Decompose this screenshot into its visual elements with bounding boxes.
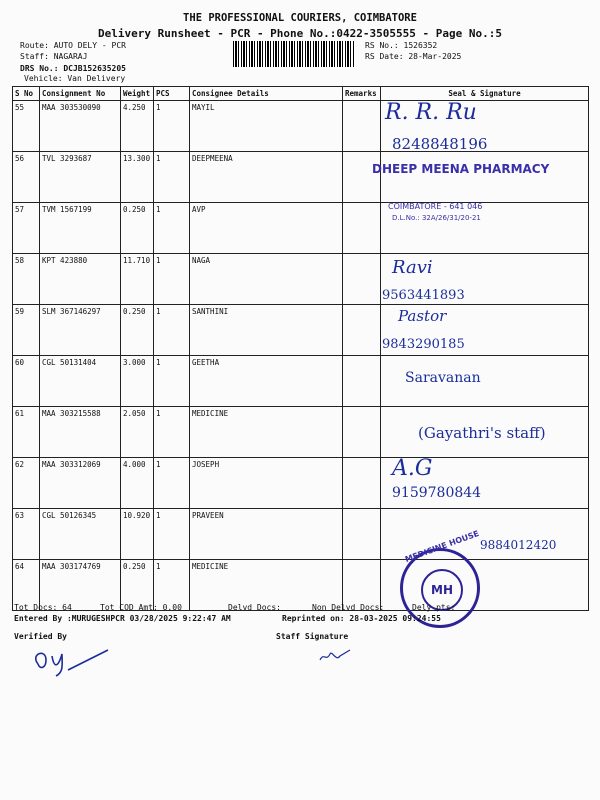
phone-62: 9159780844 xyxy=(392,485,482,501)
signature-59: Pastor xyxy=(398,307,447,325)
row-remarks xyxy=(343,152,381,203)
col-weight: Weight xyxy=(121,87,154,101)
row-consignee: MEDICINE xyxy=(190,407,343,458)
row-consignment: TVL 3293687 xyxy=(40,152,121,203)
row-remarks xyxy=(343,356,381,407)
row-sno: 61 xyxy=(13,407,40,458)
company-title: THE PROFESSIONAL COURIERS, COIMBATORE xyxy=(183,12,417,24)
non-delivered-docs: Non Delvd Docs: xyxy=(312,603,385,612)
row-remarks xyxy=(343,203,381,254)
route-label: Route: AUTO DELY - PCR xyxy=(20,41,126,50)
col-consignee: Consignee Details xyxy=(190,87,343,101)
row-weight: 3.000 xyxy=(121,356,154,407)
row-pcs: 1 xyxy=(154,509,190,560)
row-pcs: 1 xyxy=(154,305,190,356)
row-pcs: 1 xyxy=(154,407,190,458)
row-seal-signature xyxy=(381,152,589,203)
drs-number: DRS No.: DCJB152635205 xyxy=(20,64,126,73)
phone-63: 9884012420 xyxy=(480,538,557,552)
pharmacy-stamp-reg: D.L.No.: 32A/26/31/20-21 xyxy=(392,214,481,222)
delivery-points: Dely pts: xyxy=(412,603,456,612)
row-sno: 63 xyxy=(13,509,40,560)
row-sno: 60 xyxy=(13,356,40,407)
row-sno: 57 xyxy=(13,203,40,254)
seal-text: MEDICINE HOUSE xyxy=(403,528,481,565)
table-row xyxy=(13,305,589,356)
rs-date: RS Date: 28-Mar-2025 xyxy=(365,52,462,61)
total-cod: Tot COD Amt: 0.00 xyxy=(100,603,182,612)
col-pcs: PCS xyxy=(154,87,190,101)
row-sno: 58 xyxy=(13,254,40,305)
barcode-image xyxy=(233,41,355,67)
row-consignment: TVM 1567199 xyxy=(40,203,121,254)
pharmacy-stamp: DHEEP MEENA PHARMACY xyxy=(372,162,550,176)
row-consignee: SANTHINI xyxy=(190,305,343,356)
row-sno: 55 xyxy=(13,101,40,152)
pharmacy-stamp-city: COIMBATORE - 641 046 xyxy=(388,202,483,211)
row-consignee: NAGA xyxy=(190,254,343,305)
row-consignee: GEETHA xyxy=(190,356,343,407)
verified-by: Verified By xyxy=(14,632,67,641)
phone-55: 8248848196 xyxy=(392,135,488,153)
entered-by: Entered By :MURUGESHPCR 03/28/2025 9:22:47 AM xyxy=(14,614,231,623)
row-weight: 4.000 xyxy=(121,458,154,509)
row-consignee: MEDICINE xyxy=(190,560,343,611)
row-remarks xyxy=(343,407,381,458)
row-consignee: JOSEPH xyxy=(190,458,343,509)
row-consignee: MAYIL xyxy=(190,101,343,152)
name-60: Saravanan xyxy=(405,370,481,386)
row-consignment: KPT 423880 xyxy=(40,254,121,305)
signature-62: A.G xyxy=(392,456,433,481)
verified-signature xyxy=(28,642,118,678)
row-pcs: 1 xyxy=(154,203,190,254)
col-remarks: Remarks xyxy=(343,87,381,101)
row-consignment: CGL 50126345 xyxy=(40,509,121,560)
row-consignee: PRAVEEN xyxy=(190,509,343,560)
total-docs: Tot Docs: 64 xyxy=(14,603,72,612)
row-weight: 0.250 xyxy=(121,560,154,611)
row-weight: 10.920 xyxy=(121,509,154,560)
row-consignment: SLM 367146297 xyxy=(40,305,121,356)
row-consignment: MAA 303530090 xyxy=(40,101,121,152)
rs-number: RS No.: 1526352 xyxy=(365,41,438,50)
row-pcs: 1 xyxy=(154,254,190,305)
row-sno: 59 xyxy=(13,305,40,356)
row-sno: 62 xyxy=(13,458,40,509)
col-sno: S No xyxy=(13,87,40,101)
staff-signature xyxy=(316,642,356,666)
reprinted-on: Reprinted on: 28-03-2025 09:24:55 xyxy=(282,614,441,623)
phone-60: 9843290185 xyxy=(382,337,465,352)
delivered-docs: Delvd Docs: xyxy=(228,603,281,612)
row-remarks xyxy=(343,509,381,560)
row-consignment: CGL 50131404 xyxy=(40,356,121,407)
phone-59: 9563441893 xyxy=(382,288,465,303)
staff-label: Staff: NAGARAJ xyxy=(20,52,88,61)
row-sno: 56 xyxy=(13,152,40,203)
row-pcs: 1 xyxy=(154,458,190,509)
row-pcs: 1 xyxy=(154,560,190,611)
row-weight: 11.710 xyxy=(121,254,154,305)
row-consignment: MAA 303215588 xyxy=(40,407,121,458)
row-weight: 0.250 xyxy=(121,305,154,356)
staff-signature-label: Staff Signature xyxy=(276,632,349,641)
vehicle-label: Vehicle: Van Delivery xyxy=(24,74,126,83)
row-remarks xyxy=(343,305,381,356)
row-weight: 0.250 xyxy=(121,203,154,254)
row-pcs: 1 xyxy=(154,356,190,407)
row-weight: 2.050 xyxy=(121,407,154,458)
signature-58: Ravi xyxy=(392,257,433,278)
row-consignee: DEEPMEENA xyxy=(190,152,343,203)
row-weight: 13.300 xyxy=(121,152,154,203)
table-header-row xyxy=(13,87,589,101)
table-row xyxy=(13,152,589,203)
row-pcs: 1 xyxy=(154,152,190,203)
row-consignment: MAA 303312069 xyxy=(40,458,121,509)
row-remarks xyxy=(343,458,381,509)
table-row xyxy=(13,560,589,611)
row-pcs: 1 xyxy=(154,101,190,152)
runsheet-subtitle: Delivery Runsheet - PCR - Phone No.:0422-3505555 - Page No.:5 xyxy=(98,27,502,40)
signature-55: R. R. Ru xyxy=(385,100,477,125)
row-consignment: MAA 303174769 xyxy=(40,560,121,611)
seal-center: MH xyxy=(421,569,463,611)
table-row xyxy=(13,356,589,407)
col-seal: Seal & Signature xyxy=(381,87,589,101)
col-consignment: Consignment No xyxy=(40,87,121,101)
table-row xyxy=(13,458,589,509)
row-sno: 64 xyxy=(13,560,40,611)
note-61: (Gayathri's staff) xyxy=(418,424,546,442)
row-weight: 4.250 xyxy=(121,101,154,152)
table-row xyxy=(13,254,589,305)
row-remarks xyxy=(343,101,381,152)
table-row xyxy=(13,101,589,152)
table-row xyxy=(13,203,589,254)
row-consignee: AVP xyxy=(190,203,343,254)
row-remarks xyxy=(343,254,381,305)
